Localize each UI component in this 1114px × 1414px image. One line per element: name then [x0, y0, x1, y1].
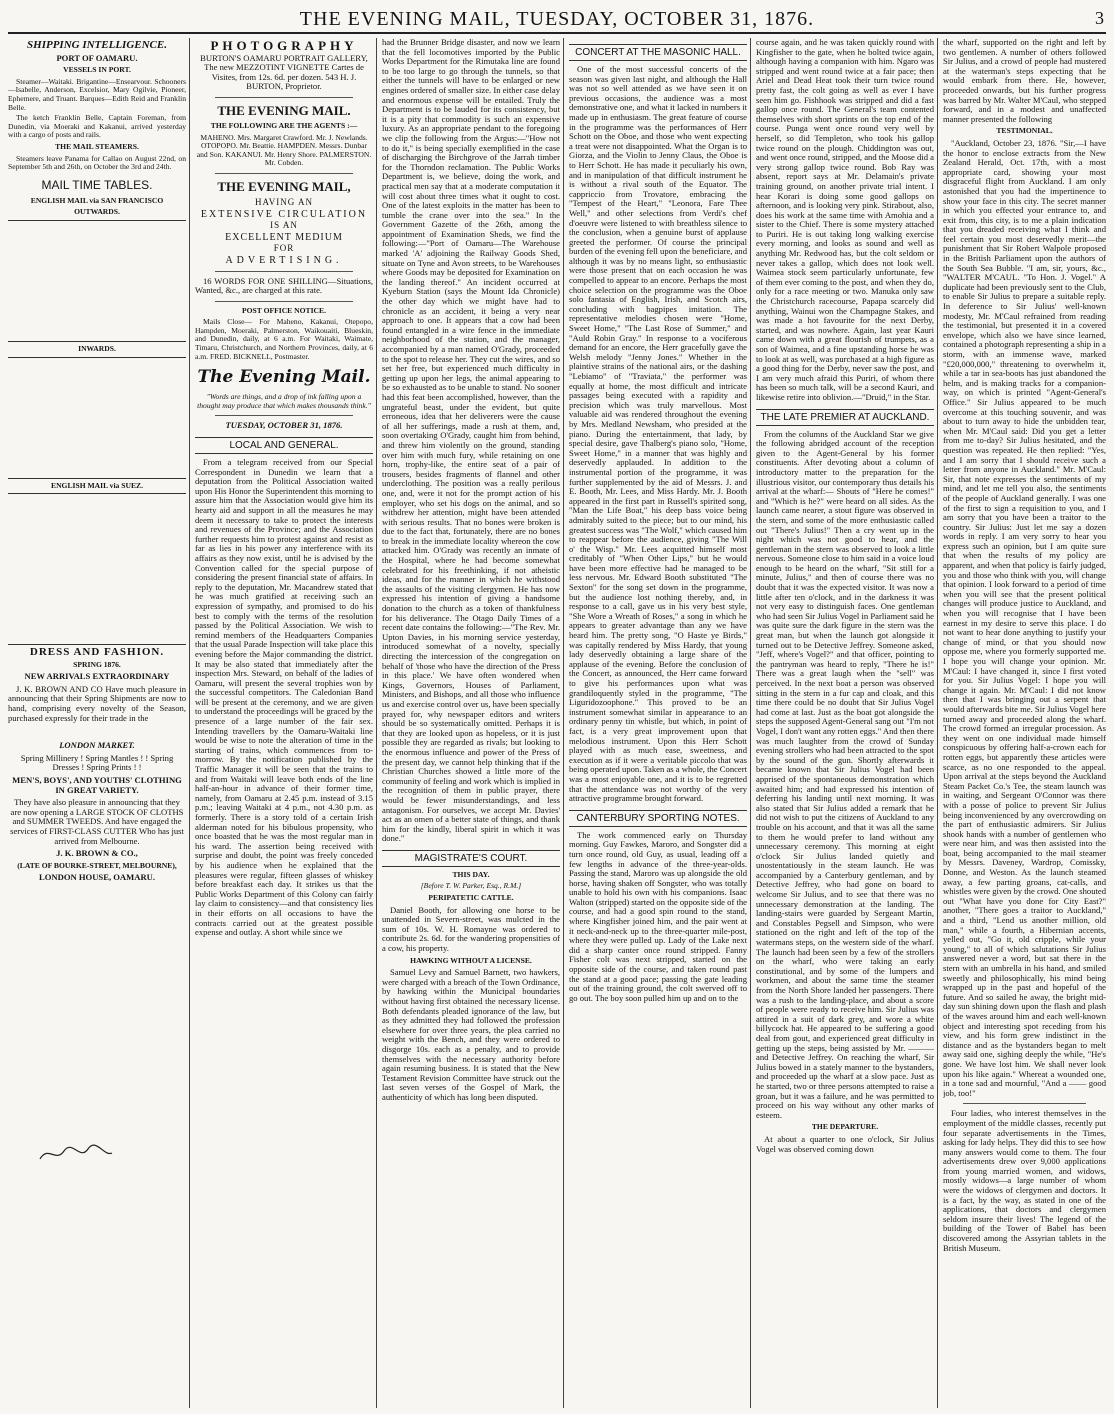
- column-5: [756, 38, 934, 1408]
- for-label: FOR: [273, 243, 295, 254]
- column-1: [8, 38, 186, 1408]
- port-header: PORT OF OAMARU.: [56, 52, 138, 63]
- mail-timetable-suez: [8, 493, 186, 645]
- dateline: TUESDAY, OCTOBER 31, 1876.: [225, 420, 343, 431]
- divider: [215, 271, 353, 272]
- peripatetic-cattle: PERIPATETIC CATTLE.: [428, 893, 514, 903]
- motto: "Words are things, and a drop of ink falling upon a thought may produce that which makes thousands think.": [197, 392, 371, 410]
- column-rule: [563, 38, 564, 1408]
- page-number: 3: [1095, 8, 1104, 28]
- agents-list: MAHENO. Mrs. Margaret Crawford. Mr. J. Newlands. OTOPOPO. Mr. Beattie. HAMPDEN. Messrs. Dunbar and Son. KAKANUI. Mr. Henry Shore. PALMERSTON. Mr. Cobden.: [196, 132, 372, 168]
- spring-goods: Spring Millinery ! Spring Mantles ! ! Spring Dresses ! Spring Prints ! !: [20, 752, 174, 773]
- evening-mail-agents-title: THE EVENING MAIL.: [217, 102, 351, 118]
- divider: [963, 1103, 1086, 1104]
- english-mail-suez: ENGLISH MAIL via SUEZ.: [51, 480, 143, 490]
- shipping-header: SHIPPING INTELLIGENCE.: [27, 39, 167, 51]
- clothing-header: MEN'S, BOYS', AND YOUTHS' CLOTHING IN GREAT VARIETY.: [12, 775, 182, 795]
- lady-helps-body: Four ladies, who interest themselves in the employment of the middle classes, recently put four separate advertisements in the Times, asking for lady helps. They did this to see how many answers would come to them. The four advertisements drew over 9,000 applications from young married women, and widows, mostly widows—a large number of whom were the widows of clergymen and doctors. It is a fact, by the way, as stated in one of the applications, that doctors and clergymen seldom insure their lives! The legend of the building of the Tower of Babel has been discovered among the Assyrian tablets in the British Museum.: [943, 1108, 1106, 1253]
- is-an: IS AN: [270, 220, 298, 231]
- testimonial-body: "Auckland, October 23, 1876. "Sir,—I have the honor to enclose extracts from the New Zealand Herald, Oct. 17th, with a most appropriate card, showing your most disgraceful flight from Auckland. I am only astonished that you had the impertinence to show your face in this city. The secret manner in which you effected your entrance to, and exit from, this city, is to me a plain indication that you dreaded receiving what I think and feel certain you most deservedly merit—the punishment that Sir Robert Walpole proposed in the British Parliament upon the authors of the South Sea Bubble. "I am, sir, yours, &c., "WALTER M'CAUL. "To Hon. J. Vogel." A duplicate had been previously sent to the Club, to enable Sir Julius to prepare a suitable reply. In deference to Sir Julius' well-known modesty, Mr. M'Caul refrained from reading the testimonial, but presented it in a covered envelope, which also we have since learned, contained a photograph representing a ship in a storm, with an immense wave, marked "£20,000,000," threatening to overwhelm it, while a tar in sea-boots has just abandoned the helm, and is making tracks for a companion-way, on which is printed "Agent-General's Office." Sir Julius appeared to be much overcome at this touching souvenir, and was about to turn away to hide the unbidden tear, when Mr. M'Caul said: Did you get a letter from me to-day? Sir Julius hesitated, and the question was repeated. He then replied: "Yes, and I am sorry that I should receive such a letter from anyone in Auckland." Mr. M'Caul: Sir, that note expresses the sentiments of my mind, and let me tell you also, the sentiments of the people of Auckland generally. I was one of the first to sign a requisition to you, and I am sorry that you have been a traitor to the country. Sir Julius: Just let me say a dozen words in reply. I am very sorry to hear you express such an opinion, but I am quite sure that when the results of my policy are apparent, and when that policy is fairly judged, you and those who think with you, will change that opinion. I look forward to a period of time when you will see that the present political changes will produce justice to Auckland, and when you will recognise that I have been earnest in my desire to serve this place. I do not want to hear done anything to justify your change of mind, or that you should now oppose me, where you formerly supported me. I hope you will change your opinion. Mr. M'Caul: I have changed it, since I first voted for you. Sir Julius Vogel: I hope you will change it again. Mr. M'Caul: I did not know then that I was bringing out a serpent that would afterwards bite me. Sir Julius Vogel here turned away and proceeded along the wharf. The crowd formed an irregular procession. As they went on one individual made himself conspicuous by offering half-a-crown each for rotten eggs, but apparently these articles were scarce, as no one responded to the appeal. Upon arrival at the steps beyond the Auckland Steam Packet Co.'s Tee, the steam launch was in waiting, and Sergeant O'Connor was there with a posse of police to prevent Sir Julius being inconvenienced by any overcrowding on the part of enthusiastic admirers. Sir Julius shook hands with a number of gentlemen who were near him, and was then assisted into the boat, being accompanied to the mail steamer by Messrs. Daveney, Wardrop, Comissky, Donne, and Weston. As the launch steamed away, a few parting groans, cat-calls, and whistles were given by the crowd. One shouted out "What have you done for City East?" another, "There goes a traitor to Auckland," and a third, "Lend us another million, old man," while a fourth, a Hibernian accents, yelled out, "Go it, old cripple, while your young," to all of which salutations Sir Julius answered never a word, but sat there in the stern with an umbrella in his hand, and smiled sweetly and philosophically, his mind being wrapped up in the past and hopeful of the future. And so sailed he away, the bright mid-day sun shining down upon the flash and plash of the waves around him and each well-known object and interesting spot receding from his view, and his form grew indistinct in the distance and as the bystanders began to melt away said one, sighing deeply the while, "He's gone. We have lost him. We shall never look upon his like again." Whereat a wounded one, in a tone sad and mournful, "And a —— good job, too!": [943, 137, 1106, 1098]
- departure-body: At about a quarter to one o'clock, Sir Julius Vogel was observed coming down: [756, 1133, 934, 1154]
- outwards-label: OUTWARDS.: [74, 207, 120, 217]
- dress-header: DRESS AND FASHION.: [29, 646, 165, 659]
- premier-body: From the columns of the Auckland Star we give the following abridged account of the reception given to the Agent-General by his former constituents. After devoting about a column of introductory matter to the preparation for the illustrious visitor, our contemporary thus details his arrival at the wharf:— Shouts of "Here he comes!" and "Which is he?" were heard on all sides. As the launch came nearer, a stout figure was observed in the stern, and some of the more enthusiastic called out "There's Julius!" Then a cry went up in the night which was not good to hear, and the gentleman in the stern was observed to look a little nervous. Someone close to him said in a voice loud enough to be heard on the wharf, "Sit still for a minute, Julius," and then of course there was no doubt that it was the expected visitor. It was now a little after ten o'clock, and in the darkness it was not very easy to distinguish faces. One gentleman who had seen Sir Julius Vogel in Parliament said he was quite sure the dark figure in the stern was the great man, but when the launch got alongside it turned out to be Detective Jeffrey. Someone asked, "Jeff, where's Vogel?" and that officer, pointing to the pantryman was heard to reply, "There he is!" There was a great laugh when the "sell" was perceived. In the next boat a person was observed sitting in the stern in a fur cap and cloak, and this time there could be no doubt that Sir Julius Vogel had come at last. Just as the boat got alongside the steps the supposed Agent-General sang out "I'm not Vogel, I don't want any rotten eggs." And then there was much laughter from the crowd of Sunday evening strollers who had been attracted to the spot by the sound of the gun. Shortly afterwards it became known that Sir Julius Vogel had been apprised of the spontaneous demonstration which awaited him; and had expressed his intention of deferring his landing until next morning. It was also stated that Sir Julius added a remark that he did not wish to put the citizens of Auckland to any trouble on his account, and that it was all the same to them he would prefer to land without any unnecessary ceremony. This morning at eight o'clock Sir Julius landed quietly and unostentatiously in the steam launch. He was accompanied by a Canterbury gentleman, and by Detective Jeffrey, who had gone on board to welcome Sir Julius, and to see that there was no unnecessary demonstration at the landing. The landing-stairs were guarded by Sergeant Martin, and Constables Pegsell and Simpson, who were stationed on the right and left of the top of the watermans steps, on the western side of the wharf. The launch had been seen by a few of the strollers on the wharf, who were taking an early constitutional, and by some of the lumpers and workmen, and about the same time the steamer from the North Shore landed her passengers. There was a rush to the landing-place, and about a score of people were ready to receive him. Sir Julius was attired in a suit of dark grey, and wore a white billycock hat. He appeared to be suffering a good deal from gout, and experienced great difficulty in getting up the steps, being assisted by Mr. ——— and Detective Jeffrey. On reaching the wharf, Sir Julius bowed in a stately manner to the bystanders, and proceeded up the wharf at a slow pace. Just as he started, two or three persons attempted to raise a groan, but it was a failure, and he was permitted to proceed on his way without any other marks of esteem.: [756, 428, 934, 1120]
- mail-timetable-outwards: [8, 220, 186, 342]
- agents-header: THE FOLLOWING ARE THE AGENTS :—: [210, 120, 358, 130]
- mail-timetable-inwards: [8, 357, 186, 479]
- divider: [215, 415, 353, 416]
- column-rule: [376, 38, 377, 1408]
- departure-header: THE DEPARTURE.: [811, 1122, 879, 1132]
- sporting-continued: course again, and he was taken quickly round with Kingfisher to the gate, when he bolted twice again, although having a companion with him. Ngaro was stripped and went round twice at a fair pace; then Ariel and Dead Heat took their turn twice round pretty fast, the colt going as well as ever I have seen him go. Fishhook was stripped and did a fast gallop once round. The General's team contented themselves with short sprints on the top end of the course. Punga went once round very well by herself, so did Templeton, who took his gallop twice round on the plough. Chiddington was out, and went once round, stripped, and the Moose did a very strong gallop twice round. Bob Ray was absent, report says at Mr. Delamain's private training ground, on another private trial intent. I hear Korari is doing some good gallops on afternoon, and is looking very pink. Stirabout, also, does his work at the same time with Amohia and a sister to the Chief. There is some mystery attached to Puriri. He is out taking long walking exercise every morning, and looks as sound and well as anything Mr. Redwood has, but the colt seldom or never takes a gallop, which does not look well. Waimea stock seem particularly unfortunate, few of them ever coming to the post, and when they do, only for a race meeting or two. Manuka only saw the Christchurch racecourse, Papapa scarcely did anything, Wainui won the Champagne Stakes, and was made a hot favourite for the next Derby, started, and was nowhere. Again, last year Kauri came down with a great flourish of trumpets, as a son of Waimea, and a fine upstanding horse he was to look at as well, was purchased at a high figure as a good thing for the Derby, never saw the post, and I am very much afraid this Puriri, of whom there has been so much talk, will be a second Kauri, and likewise retire into oblivion.—"Druid," in the Star.: [756, 38, 934, 402]
- column-rule: [937, 38, 938, 1408]
- local-continued: had the Brunner Bridge disaster, and now we learn that the fell locomotives imported by the Public Works Department for the Rimutaka line are found to be too large to go through the tunnels, so that either the tunnels will have to be enlarged or new engines ordered of smaller size. In either case delay and enormous expense will be entailed. Truly the Department is to be lauded for its consistency, but it is a pity that commodity is such an expensive luxury. As an appropriate pendant to the foregoing we clip the following from the Argus:—"How not to do it," is being specially exemplified in the case of discharging the Birchgrove of the Jarrah timber for the Thorndon reclamation. The Public Works Department is, we believe, doing the work, and practical men say that at a moderate computation it will cost about three times what it ought to cost. One of the latest exploits in the matter has been to tumble the crane over into the sea." In the Government Gazette of the 26th, among the appointment of Examination Sheds, we find the following:—"Port of Oamaru—The Warehouse marked 'A' adjoining the Railway Goods Shed, situate on Tyne and Avon streets, to be Warehouses where Goods may be deposited for Examination on the landing thereof." An incident occurred at Kyeburn Station (says the Mount Ida Chronicle) the other day which we might have had to chronicle as an accident, it being a very near approach to one. It appears that a cow had been found entangled in a wire fence in the immediate neighborhood of the station, and the manager, accompanied by a man named O'Grady, proceeded to the spot to release her. They cut the wires, and so set her free, but experienced much difficulty in getting up upon her legs, the animal appearing to be so exhausted as to be unable to stand. No sooner had this feat been accomplished, however, than the ungrateful beast, under the evident, but quite erroneous, idea that her deliverers were the cause of all her sufferings, made a rush at them, and, soon overtaking O'Grady, caught him from behind, and threw him violently on the ground, standing over him with much fury, while retaining on one horn, trophy-like, the entire seat of a pair of trousers, besides fragments of flannel and other underclothing. The position was a really perilous one, and, were it not for the prompt action of his employer, who set his dogs on the animal, and so withdrew her attention, might have been attended with serious results. That no bones were broken is due to the fact that, fortunately, there are no bones to break in the immediate locality whereon the cow attacked him. O'Grady was recently an inmate of the Hospital, where he had become somewhat celebrated for his freethinking, if not atheistic ideas, and for the manner in which he withstood the assaults of the visiting clergymen. He has now expressed his intention of giving a handsome donation to the church as a token of thankfulness for his deliverance. The Otago Daily Times of a recent date contains the following:—"The Rev. Mr. Upton Davies, in his morning service yesterday, introduced somewhat of a novelty, specially directing the intercession of the congregation on behalf of 'those who have the direction of the Press in this place.' We have often wondered when Kings, Governors, Houses of Parliament, Ministers, and Bishops, and all those who influence us and exercise control over us, have been specially prayed for, why newspaper editors and writers should be so systematically omitted. Perhaps it is that they are looked upon as hopeless, or it is just possible they are regarded as rivals; but looking to the enormous influence and power of the Press of the present day, we cannot help thinking that if the Christian Churches showed a little more of the community of feeling and work which is implied in the recognition of them in public prayer, there would be fewer misunderstandings, and less antagonism. For ourselves, we accept Mr. Davies' act as an omen of a better state of things, and thank him for the kindly, liberal spirit in which it was done.": [382, 38, 560, 844]
- column-rule: [189, 38, 190, 1408]
- before-magistrate: [Before T. W. Parker, Esq., R.M.]: [420, 881, 522, 891]
- premier-continued: the wharf, supported on the right and left by two gentlemen. A number of others followed Sir Julius, and a crowd of people had mustered at the waterman's steps expecting that he would embark from there. He, however, proceeded onwards, but his further progress was barred by Mr. Walter M'Caul, who stepped forward, and in a modest and unaffected manner presented the following: [943, 38, 1106, 124]
- vessels-in-port: VESSELS IN PORT.: [63, 65, 131, 75]
- vessels-list: Steamer—Waitaki. Brigantine—Ensearvour. Schooners—Isabelle, Anderson, Excelsior, Mary Ogilvie, Pioneer, Ephemere, and Truant. Barques—Edith Reid and Franklin Belle.: [8, 76, 186, 112]
- divider: [215, 173, 353, 174]
- divider: [215, 301, 353, 302]
- concert-body: One of the most successful concerts of the season was given last night, and although the Hall was not so well attended as we have seen it on previous occasions, the audience was a most demonstrative one, and what it lacked in numbers it made up in enthusiasm. The great feature of course in the programme was the performances of Herr Schott on the Oboe, and those who went expecting a treat were not disappointed. What the Organ is to Giorza, and the Violin to Jenny Claus, the Oboe is to Herr Schott. He has made it peculiarly his own, and in manipulation of that difficult instrument he is without a rival south of the Equator. The cappriccio from Trovatore, embracing the "Tempest of the Heart," "Leonora, Fare Thee Well," and other selections from Verdi's chef d'oeuvre were listened to with breathless silence to the conclusion, when a genuine burst of applause greeted the performer. Of course the principal burden of the evening fell upon the beneficiare, and although it was by no means light, so enthusiastic were those present that on each occasion he was compelled to appear to an encore. Perhaps the most choice selection on the programme was the Oboe solo fantasia of English, Irish, and Scotch airs, concluding with bagpipes imitation. The representative melodies chosen were "Home, Sweet Home," "The Last Rose of Summer," and "Auld Robin Gray." In response to a vociferous demand for an encore, the Herr gracefully gave the Welsh melody "Jenny Jones." Whether in the plaintive strains of the national airs, or the dashing "Lebiamo" of "Traviata," the performer was equally at home, the most difficult and intricate passages being executed with a rapidity and precision which was truly marvellous. Most valuable aid was rendered throughout the evening by Mrs. Medland Newsham, who presided at the piano. During the entertainment, that lady, by special desire, gave Thalberg's piano solo, "Home, Sweet Home," in a manner that was highly and deservedly applauded. In addition to the instrumental portion of the programme, it was further supplemented by the aid of Messrs. J. and E. Booth, Mr. Lees, and Miss Hardy. Mr. J. Booth appeared in the first part in Russell's spirited song, "Man the Life Boat," his deep bass voice being admirably suited to the piece; but to our mind, his greatest success was "The Wolf," which caused him to reappear before the audience, giving "The Will o' the Wisp." Mr. Lees acquitted himself most creditably of "When Other Lips," but he would have been more effective had he managed to be less nervous. Mr. Edward Booth substituted "The Sexton" for the song set down in the programme, but the audience lost nothing thereby, and, in response to a call, gave us in his very best style, "She Wore a Wreath of Roses," a song in which he appears to greater advantage than any we have heard him. The pretty song, "O Haste ye Birds," was capitally rendered by Miss Hardy, that young lady deservedly obtaining a large share of the applause of the evening. Before the conclusion of the Concert, as announced, the Herr came forward to give his performances upon what was grandiloquently styled in the programme, "The Liguridozoophone." This proved to be an instrument somewhat similar in appearance to an ordinary penny tin whistle, but which, in point of fact, is a very great improvement upon that melodious instrument. Upon this Herr Schott played with as much ease, sweetness, and execution as if it were a veritable piccolo that was being operated upon. Taken as a whole, the Concert was a most enjoyable one, and it is to be regretted that the attendance was not worthy of the very attractive programme brought forward.: [569, 64, 747, 804]
- testimonial-header: TESTIMONIAL.: [996, 126, 1053, 136]
- column-6: [943, 38, 1106, 1408]
- photography-body: BURTON'S OAMARU PORTRAIT GALLERY, The new MEZZOTINT VIGNETTE Cartes de Visites, from 12s. 6d. per dozen. 543 H. J. BURTON, Proprietor.: [200, 52, 368, 92]
- column-4: [569, 38, 747, 1408]
- dress-sub: SPRING 1876.: [73, 659, 121, 669]
- jk-brown-body: J. K. BROWN AND CO Have much pleasure in announcing that their Spring Shipments are now to hand, comprising every novelty of the Season, purchased expressly for their trade in the: [8, 683, 186, 723]
- divider: [215, 97, 353, 98]
- concert-header: CONCERT AT THE MASONIC HALL.: [569, 44, 747, 61]
- firm-late: (LATE OF BOURKE-STREET, MELBOURNE),: [17, 860, 177, 870]
- evening-mail-advert-title: THE EVENING MAIL,: [217, 178, 351, 194]
- firm-name: J. K. BROWN & CO.,: [56, 848, 138, 859]
- post-office-body: Mails Close— For Maheno, Kakanui, Otepopo, Hampden, Moeraki, Palmerston, Waikouaiti, Blueskin, and Dunedin, daily, at 6 a.m. For Waitaki, Waimate, Timaru, Christchurch, and Northern Provinces, daily, at 6 a.m. FRED. BICKNELL, Postmaster.: [195, 317, 373, 361]
- local-general-body: From a telegram received from our Special Correspondent in Dunedin we learn that a deputation from the Political Association waited upon His Honor the Superintendent this morning to assure him that the Association would give him its hearty aid and support in all the measures he may deem it necessary to take to protect the interests and revenues of the Province; and the Association further requests him to protest against and resist as far as lies in his power any interference with its affairs as they now exist, until he is advised by the Convention called for the special purpose of considering the present financial state of affairs. In reply to the deputation, Mr. Macandrew stated that he was much gratified at receiving such an expression of sympathy, and promised to do his best to comply with the terms of the resolution passed by the Political Association. We wish to remind members of the Headquarters Companies that the usual Parade Inspection will take place this evening before the Major commanding the district. It may be also stated that immediately after the inspection Mrs. Steward, on behalf of the ladies of Oamaru, will present the several trophies won by the successful competitors. The Caledonian Band will be present at the ceremony, and we are given to understand the proceedings will be graced by the presence of a large number of the fair sex. Intending travellers by the Oamaru-Waitaki line would be wise to note the alteration of time in the starting of trains, which commences from to-morrow. By the notification published by the Traffic Manager it will be seen that the trains to and from Waitaki will leave both ends of the line half-an-hour in advance of their former time, namely, from Oamaru at 2.45 p.m. instead of 3.15 p.m.; leaving Waitaki at 4 p.m., not 4.30 p.m. as formerly. There is a story told of a certain Irish alderman noted for his bibulous propensity, who once boasted that he was the most regular man in his ward. The assertion being received with surprise and doubt, the point was freely conceded by his audience when he explained that the pleasures were regular, fifteen glasses of whiskey before breakfast each day. It strikes us that the Public Works Department of this Colony can fairly lay claim to consistency—and that consistency lies in their efforts on all occasions to have the contracts carried out at the greatest possible expense and outlay. A short while since we: [195, 457, 373, 938]
- column-3: [382, 38, 560, 1408]
- hawking-header: HAWKING WITHOUT A LICENSE.: [410, 955, 532, 965]
- excellent-medium: EXCELLENT MEDIUM: [225, 231, 343, 243]
- firm-house: LONDON HOUSE, OAMARU.: [38, 872, 156, 883]
- inwards-label: INWARDS.: [78, 343, 116, 353]
- court-body-2: Samuel Levy and Samuel Barnett, two hawkers, were charged with a breach of the Town Ordinance, by hawking within the Municipal boundaries without having first obtained the necessary license. Both defendants pleaded ignorance of the law, but as they admitted they had followed the profession elsewhere for over three years, the plea carried no weight with the Bench, and they were ordered to disgorge 10s. each as a penalty, and to provide themselves with the necessary authority before again resuming business. It is stated that the New Testament Revision Committee have struck out the last seven verses of the Gospel of Mark, the authenticity of which has long been disputed.: [382, 967, 560, 1102]
- column-2: [195, 38, 373, 1408]
- stock-body: They have also pleasure in announcing that they are now opening a LARGE STOCK OF CLOTHS and SUMMER TWEEDS. And have engaged the services of FIRST-CLASS CUTTER Who has just arrived from Melbourne.: [10, 797, 184, 846]
- mail-steamers-body: Steamers leave Panama for Callao on August 22nd, on September 5th and 26th, on October the 3rd and 24th.: [8, 153, 186, 172]
- mail-steamers-header: THE MAIL STEAMERS.: [55, 141, 139, 151]
- post-office-header: POST OFFICE NOTICE.: [241, 305, 327, 315]
- new-arrivals: NEW ARRIVALS EXTRAORDINARY: [24, 671, 170, 682]
- mail-time-tables-header: MAIL TIME TABLES.: [41, 177, 153, 192]
- having-an: HAVING AN: [254, 196, 314, 207]
- court-body-1: Daniel Booth, for allowing one horse to be unattended in Severn-street, was mulcted in the sum of 10s. W. H. Romayne was ordered to contribute 2s. 6d. for the wandering propensities of a cow, his property.: [382, 904, 560, 954]
- magistrates-court-header: MAGISTRATE'S COURT.: [382, 850, 560, 867]
- masthead-title: THE EVENING MAIL, TUESDAY, OCTOBER 31, 1876.: [299, 8, 815, 30]
- extensive-circulation: EXTENSIVE CIRCULATION: [200, 208, 368, 220]
- local-general-header: LOCAL AND GENERAL.: [195, 437, 373, 454]
- signature-scrawl: [36, 1143, 116, 1165]
- column-rule: [750, 38, 751, 1408]
- shipping-note: The ketch Franklin Belle, Captain Foreman, from Dunedin, via Moeraki and Kakanui, arrived yesterday with a cargo of posts and rails.: [8, 113, 186, 140]
- english-mail-sf: ENGLISH MAIL via SAN FRANCISCO: [30, 195, 164, 205]
- london-market: LONDON MARKET.: [59, 740, 135, 751]
- this-day: THIS DAY.: [452, 869, 490, 879]
- late-premier-header: THE LATE PREMIER AT AUCKLAND.: [756, 409, 934, 426]
- canterbury-header: CANTERBURY SPORTING NOTES.: [569, 810, 747, 827]
- advertising: ADVERTISING.: [225, 254, 343, 266]
- photography-header: PHOTOGRAPHY: [210, 38, 358, 53]
- evening-mail-blackletter: The Evening Mail.: [197, 367, 371, 388]
- canterbury-body: The work commenced early on Thursday morning. Guy Fawkes, Maroro, and Songster did a turn once round, old Guy, as usual, leading off a few lengths in advance of the three-year-olds. Passing the stand, Maroro was up alongside the old horse, having shaken off Songster, who was totally unable to hold his own with his companions. Isaac Walton (stripped) started on the opposite side of the course, and had a good spin round to the stand, where Kingfisher joined him, and the pair went at it neck-and-neck up to the three-quarter mile-post, where they were pulled up. Lady of the Lake next did a sharp canter once round stripped. Fanny Fisher colt was next stripped, started on the opposite side of the course, and taken round past the stand at a good pace; passing the gate leading out of the training ground, the colt swerved off to go out. The boy soon pulled him up and on to the: [569, 829, 747, 1003]
- sixteen-words-notice: 16 WORDS FOR ONE SHILLING—Situations, Wanted, &c., are charged at this rate.: [195, 275, 373, 296]
- masthead: [8, 6, 1106, 34]
